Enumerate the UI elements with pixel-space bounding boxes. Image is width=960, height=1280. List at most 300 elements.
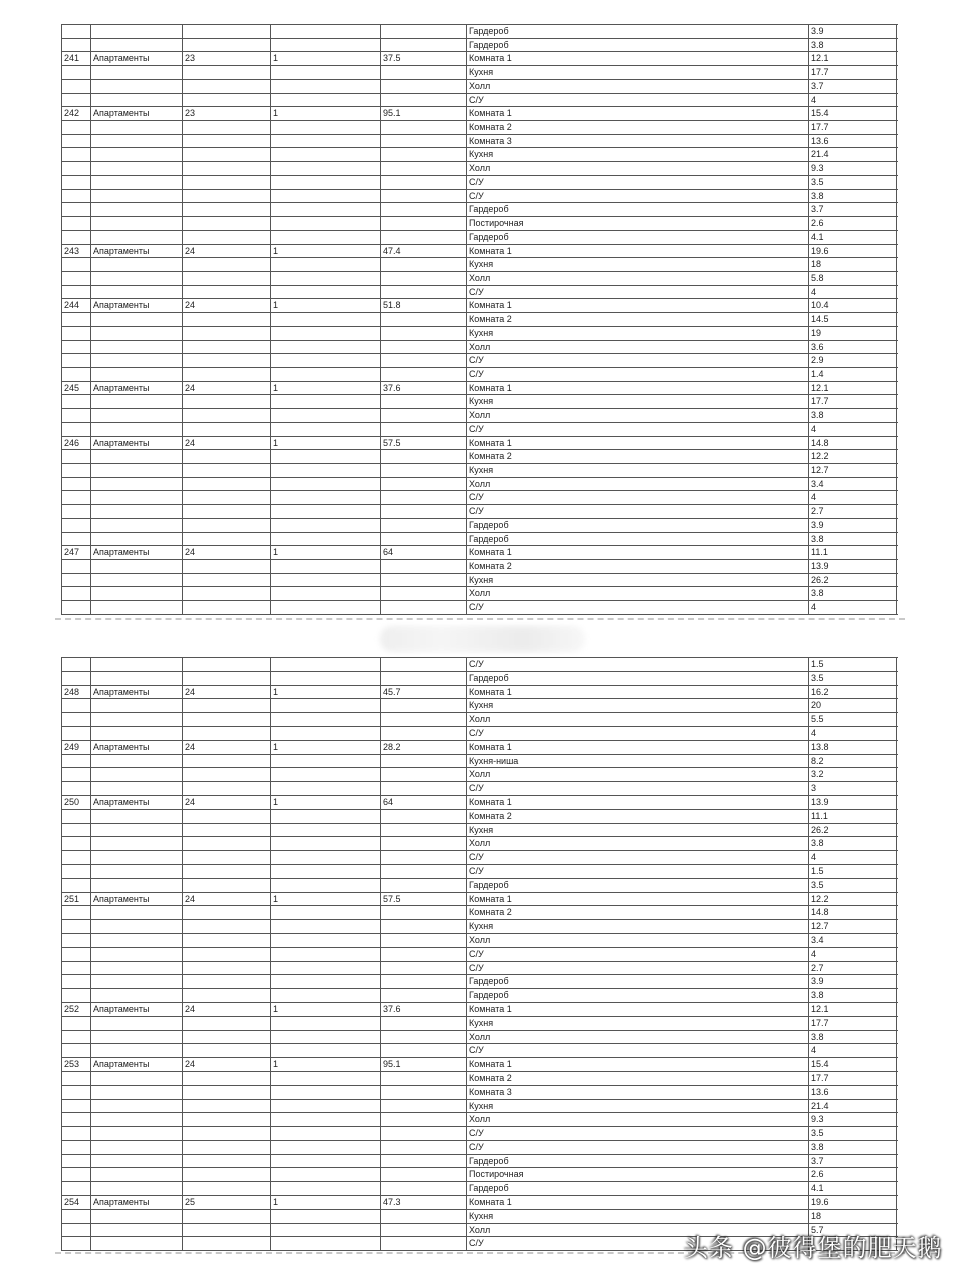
- room-name-cell: С/У: [466, 190, 808, 203]
- unit-type-cell: [90, 906, 182, 919]
- unit-number-cell: [61, 80, 90, 93]
- unit-number-cell: [61, 190, 90, 203]
- floor-cell: [182, 1182, 270, 1195]
- room-area-cell: 8.2: [808, 755, 897, 768]
- floor-cell: [182, 658, 270, 671]
- rooms-count-cell: [270, 148, 380, 161]
- table-row: [61, 368, 898, 382]
- floor-cell: 24: [182, 437, 270, 450]
- unit-number-cell: 251: [61, 893, 90, 906]
- unit-number-cell: [61, 782, 90, 795]
- floor-cell: [182, 1086, 270, 1099]
- room-area-cell: 13.6: [808, 135, 897, 148]
- room-name-cell: Комната 1: [466, 299, 808, 312]
- table-row: [61, 768, 898, 782]
- floor-cell: [182, 25, 270, 38]
- rooms-count-cell: [270, 1086, 380, 1099]
- room-area-cell: 12.7: [808, 464, 897, 477]
- room-name-cell: Кухня: [466, 699, 808, 712]
- room-area-cell: 13.9: [808, 560, 897, 573]
- total-area-cell: [380, 672, 466, 685]
- room-area-cell: 3.4: [808, 478, 897, 491]
- room-name-cell: Холл: [466, 272, 808, 285]
- floor-cell: 23: [182, 107, 270, 120]
- rooms-count-cell: [270, 574, 380, 587]
- floor-cell: [182, 810, 270, 823]
- table-row: [61, 94, 898, 108]
- room-name-cell: Постирочная: [466, 217, 808, 230]
- unit-type-cell: Апартаменты: [90, 1003, 182, 1016]
- unit-number-cell: [61, 1100, 90, 1113]
- floor-cell: [182, 782, 270, 795]
- unit-type-cell: [90, 989, 182, 1002]
- rooms-count-cell: [270, 1031, 380, 1044]
- floor-cell: [182, 217, 270, 230]
- unit-number-cell: [61, 865, 90, 878]
- total-area-cell: [380, 423, 466, 436]
- unit-number-cell: [61, 699, 90, 712]
- rooms-count-cell: [270, 1155, 380, 1168]
- room-area-cell: 4: [808, 851, 897, 864]
- room-name-cell: Гардероб: [466, 519, 808, 532]
- table-row: [61, 672, 898, 686]
- total-area-cell: [380, 727, 466, 740]
- unit-type-cell: [90, 66, 182, 79]
- rooms-count-cell: [270, 203, 380, 216]
- rooms-count-cell: [270, 505, 380, 518]
- unit-type-cell: [90, 934, 182, 947]
- room-name-cell: Холл: [466, 341, 808, 354]
- floor-cell: [182, 699, 270, 712]
- unit-number-cell: [61, 327, 90, 340]
- table-row: [61, 245, 898, 259]
- unit-type-cell: [90, 39, 182, 52]
- table-row: [61, 478, 898, 492]
- floor-cell: [182, 1224, 270, 1237]
- rooms-count-cell: [270, 533, 380, 546]
- room-name-cell: Комната 3: [466, 1086, 808, 1099]
- rooms-count-cell: [270, 217, 380, 230]
- table-row: [61, 796, 898, 810]
- rooms-count-cell: [270, 491, 380, 504]
- unit-number-cell: [61, 810, 90, 823]
- table-row: [61, 341, 898, 355]
- room-area-cell: 5.8: [808, 272, 897, 285]
- room-area-cell: 15.4: [808, 1058, 897, 1071]
- rooms-count-cell: [270, 713, 380, 726]
- unit-number-cell: [61, 368, 90, 381]
- unit-number-cell: [61, 1072, 90, 1085]
- table-row: [61, 231, 898, 245]
- table-row: [61, 1168, 898, 1182]
- table-row: [61, 121, 898, 135]
- total-area-cell: 37.6: [380, 382, 466, 395]
- room-name-cell: Комната 1: [466, 245, 808, 258]
- room-name-cell: Комната 2: [466, 450, 808, 463]
- floor-cell: [182, 824, 270, 837]
- room-area-cell: 13.9: [808, 796, 897, 809]
- unit-type-cell: [90, 1017, 182, 1030]
- unit-type-cell: [90, 313, 182, 326]
- rooms-count-cell: [270, 464, 380, 477]
- rooms-count-cell: [270, 1072, 380, 1085]
- total-area-cell: [380, 948, 466, 961]
- total-area-cell: [380, 782, 466, 795]
- floor-cell: 24: [182, 741, 270, 754]
- unit-number-cell: [61, 1210, 90, 1223]
- unit-type-cell: [90, 601, 182, 614]
- total-area-cell: [380, 286, 466, 299]
- unit-type-cell: [90, 1044, 182, 1057]
- floor-cell: [182, 491, 270, 504]
- table-row: [61, 1210, 898, 1224]
- room-area-cell: 12.7: [808, 920, 897, 933]
- unit-number-cell: [61, 1127, 90, 1140]
- table-row: [61, 1113, 898, 1127]
- rooms-count-cell: [270, 824, 380, 837]
- room-name-cell: Гардероб: [466, 879, 808, 892]
- room-area-cell: 3.8: [808, 409, 897, 422]
- room-area-cell: 3.4: [808, 934, 897, 947]
- total-area-cell: [380, 313, 466, 326]
- rooms-count-cell: [270, 395, 380, 408]
- unit-type-cell: [90, 341, 182, 354]
- rooms-count-cell: [270, 879, 380, 892]
- unit-type-cell: Апартаменты: [90, 107, 182, 120]
- room-name-cell: Кухня: [466, 464, 808, 477]
- unit-number-cell: [61, 231, 90, 244]
- table-row: [61, 1086, 898, 1100]
- room-name-cell: Комната 1: [466, 893, 808, 906]
- rooms-count-cell: [270, 327, 380, 340]
- room-area-cell: 26.2: [808, 824, 897, 837]
- rooms-count-cell: [270, 272, 380, 285]
- rooms-count-cell: [270, 587, 380, 600]
- table-row: [61, 533, 898, 547]
- room-name-cell: Комната 1: [466, 437, 808, 450]
- table-row: [61, 1058, 898, 1072]
- rooms-count-cell: 1: [270, 1058, 380, 1071]
- table-row: [61, 560, 898, 574]
- room-area-cell: 18: [808, 1210, 897, 1223]
- room-area-cell: 2.6: [808, 217, 897, 230]
- rooms-count-cell: [270, 934, 380, 947]
- room-name-cell: Гардероб: [466, 203, 808, 216]
- total-area-cell: [380, 879, 466, 892]
- room-area-cell: 11.1: [808, 546, 897, 559]
- unit-type-cell: [90, 1141, 182, 1154]
- total-area-cell: [380, 505, 466, 518]
- table-row: [61, 148, 898, 162]
- room-name-cell: Комната 1: [466, 546, 808, 559]
- total-area-cell: [380, 824, 466, 837]
- unit-number-cell: [61, 658, 90, 671]
- room-name-cell: Гардероб: [466, 25, 808, 38]
- floor-cell: [182, 135, 270, 148]
- floor-cell: [182, 906, 270, 919]
- table-page-1: [61, 24, 898, 615]
- rooms-count-cell: [270, 837, 380, 850]
- table-row: [61, 686, 898, 700]
- unit-type-cell: [90, 1182, 182, 1195]
- table-row: [61, 1100, 898, 1114]
- unit-type-cell: [90, 217, 182, 230]
- room-area-cell: 3.7: [808, 80, 897, 93]
- unit-number-cell: [61, 39, 90, 52]
- unit-number-cell: [61, 975, 90, 988]
- unit-number-cell: [61, 824, 90, 837]
- table-row: [61, 258, 898, 272]
- room-name-cell: С/У: [466, 851, 808, 864]
- table-row: [61, 810, 898, 824]
- floor-cell: [182, 920, 270, 933]
- total-area-cell: [380, 176, 466, 189]
- rooms-count-cell: [270, 231, 380, 244]
- rooms-count-cell: [270, 1224, 380, 1237]
- unit-type-cell: [90, 258, 182, 271]
- table-row: [61, 741, 898, 755]
- floor-cell: [182, 934, 270, 947]
- room-area-cell: 3.5: [808, 672, 897, 685]
- unit-number-cell: [61, 1044, 90, 1057]
- total-area-cell: [380, 409, 466, 422]
- total-area-cell: [380, 135, 466, 148]
- rooms-count-cell: [270, 1168, 380, 1181]
- total-area-cell: [380, 203, 466, 216]
- unit-type-cell: [90, 231, 182, 244]
- total-area-cell: 95.1: [380, 1058, 466, 1071]
- rooms-count-cell: [270, 409, 380, 422]
- unit-type-cell: [90, 1168, 182, 1181]
- room-name-cell: Комната 2: [466, 313, 808, 326]
- room-area-cell: 3.8: [808, 837, 897, 850]
- room-name-cell: Холл: [466, 409, 808, 422]
- floor-cell: [182, 574, 270, 587]
- rooms-count-cell: [270, 450, 380, 463]
- room-area-cell: 20: [808, 699, 897, 712]
- table-row: [61, 989, 898, 1003]
- room-name-cell: Кухня: [466, 1017, 808, 1030]
- unit-number-cell: [61, 148, 90, 161]
- rooms-count-cell: [270, 190, 380, 203]
- rooms-count-cell: [270, 658, 380, 671]
- total-area-cell: [380, 327, 466, 340]
- total-area-cell: [380, 658, 466, 671]
- floor-cell: 24: [182, 299, 270, 312]
- room-name-cell: С/У: [466, 491, 808, 504]
- unit-type-cell: [90, 587, 182, 600]
- total-area-cell: [380, 560, 466, 573]
- rooms-count-cell: [270, 368, 380, 381]
- floor-cell: [182, 450, 270, 463]
- total-area-cell: [380, 258, 466, 271]
- room-area-cell: 3.9: [808, 975, 897, 988]
- unit-number-cell: [61, 1031, 90, 1044]
- rooms-count-cell: [270, 948, 380, 961]
- floor-cell: [182, 865, 270, 878]
- floor-cell: [182, 505, 270, 518]
- unit-type-cell: [90, 80, 182, 93]
- room-name-cell: Комната 1: [466, 52, 808, 65]
- floor-cell: 24: [182, 245, 270, 258]
- room-name-cell: Кухня: [466, 258, 808, 271]
- total-area-cell: [380, 464, 466, 477]
- room-area-cell: 3.5: [808, 879, 897, 892]
- room-name-cell: Холл: [466, 934, 808, 947]
- unit-type-cell: [90, 505, 182, 518]
- rooms-count-cell: [270, 162, 380, 175]
- unit-number-cell: [61, 464, 90, 477]
- unit-type-cell: [90, 121, 182, 134]
- unit-type-cell: [90, 395, 182, 408]
- unit-number-cell: 243: [61, 245, 90, 258]
- floor-cell: 24: [182, 382, 270, 395]
- floor-cell: [182, 560, 270, 573]
- rooms-count-cell: [270, 1182, 380, 1195]
- floor-cell: 24: [182, 796, 270, 809]
- unit-type-cell: Апартаменты: [90, 52, 182, 65]
- unit-number-cell: [61, 66, 90, 79]
- rooms-count-cell: 1: [270, 546, 380, 559]
- total-area-cell: [380, 121, 466, 134]
- floor-cell: [182, 313, 270, 326]
- floor-cell: [182, 1141, 270, 1154]
- table-row: [61, 450, 898, 464]
- room-name-cell: Гардероб: [466, 1155, 808, 1168]
- rooms-count-cell: [270, 989, 380, 1002]
- room-name-cell: Комната 2: [466, 121, 808, 134]
- table-row: [61, 1196, 898, 1210]
- floor-cell: [182, 1127, 270, 1140]
- room-area-cell: 4: [808, 491, 897, 504]
- unit-type-cell: [90, 148, 182, 161]
- rooms-count-cell: [270, 782, 380, 795]
- rooms-count-cell: [270, 1113, 380, 1126]
- unit-number-cell: [61, 409, 90, 422]
- table-row: [61, 464, 898, 478]
- total-area-cell: 64: [380, 546, 466, 559]
- room-area-cell: 1.5: [808, 865, 897, 878]
- rooms-count-cell: [270, 920, 380, 933]
- room-name-cell: С/У: [466, 865, 808, 878]
- room-name-cell: Комната 1: [466, 1058, 808, 1071]
- unit-type-cell: [90, 272, 182, 285]
- floor-cell: [182, 80, 270, 93]
- floor-cell: [182, 587, 270, 600]
- room-name-cell: Холл: [466, 1224, 808, 1237]
- table-row: [61, 893, 898, 907]
- total-area-cell: [380, 920, 466, 933]
- rooms-count-cell: 1: [270, 245, 380, 258]
- room-name-cell: Постирочная: [466, 1168, 808, 1181]
- total-area-cell: [380, 587, 466, 600]
- floor-cell: [182, 395, 270, 408]
- floor-cell: [182, 258, 270, 271]
- floor-cell: [182, 203, 270, 216]
- total-area-cell: [380, 1210, 466, 1223]
- room-area-cell: 14.5: [808, 313, 897, 326]
- rooms-count-cell: [270, 672, 380, 685]
- rooms-count-cell: 1: [270, 382, 380, 395]
- unit-number-cell: [61, 1168, 90, 1181]
- floor-cell: 24: [182, 893, 270, 906]
- unit-type-cell: [90, 713, 182, 726]
- total-area-cell: [380, 989, 466, 1002]
- total-area-cell: 37.6: [380, 1003, 466, 1016]
- unit-number-cell: [61, 354, 90, 367]
- room-area-cell: 17.7: [808, 121, 897, 134]
- table-row: [61, 1182, 898, 1196]
- room-area-cell: 17.7: [808, 395, 897, 408]
- total-area-cell: [380, 533, 466, 546]
- floor-cell: [182, 286, 270, 299]
- table-row: [61, 80, 898, 94]
- unit-type-cell: [90, 94, 182, 107]
- total-area-cell: [380, 25, 466, 38]
- unit-number-cell: [61, 1237, 90, 1250]
- total-area-cell: 51.8: [380, 299, 466, 312]
- floor-cell: [182, 1237, 270, 1250]
- unit-number-cell: 244: [61, 299, 90, 312]
- unit-number-cell: [61, 920, 90, 933]
- floor-cell: [182, 601, 270, 614]
- room-area-cell: 11.1: [808, 810, 897, 823]
- total-area-cell: [380, 851, 466, 864]
- room-area-cell: 5.5: [808, 713, 897, 726]
- unit-type-cell: [90, 162, 182, 175]
- total-area-cell: [380, 231, 466, 244]
- rooms-count-cell: [270, 1237, 380, 1250]
- unit-number-cell: 252: [61, 1003, 90, 1016]
- floor-cell: [182, 121, 270, 134]
- table-row: [61, 39, 898, 53]
- table-row: [61, 107, 898, 121]
- room-name-cell: Кухня: [466, 1100, 808, 1113]
- total-area-cell: [380, 1237, 466, 1250]
- floor-cell: [182, 148, 270, 161]
- unit-number-cell: [61, 851, 90, 864]
- total-area-cell: 95.1: [380, 107, 466, 120]
- room-area-cell: 4.1: [808, 231, 897, 244]
- unit-type-cell: Апартаменты: [90, 299, 182, 312]
- table-row: [61, 135, 898, 149]
- table-row: [61, 299, 898, 313]
- room-name-cell: Комната 1: [466, 796, 808, 809]
- table-row: [61, 190, 898, 204]
- total-area-cell: [380, 1072, 466, 1085]
- unit-type-cell: Апартаменты: [90, 245, 182, 258]
- total-area-cell: [380, 190, 466, 203]
- floor-cell: [182, 533, 270, 546]
- table-row: [61, 327, 898, 341]
- unit-number-cell: [61, 879, 90, 892]
- total-area-cell: 47.3: [380, 1196, 466, 1209]
- room-name-cell: Комната 1: [466, 107, 808, 120]
- room-area-cell: 2.6: [808, 1168, 897, 1181]
- floor-cell: [182, 66, 270, 79]
- unit-type-cell: [90, 1072, 182, 1085]
- unit-number-cell: [61, 1182, 90, 1195]
- table-row: [61, 962, 898, 976]
- floor-cell: [182, 464, 270, 477]
- rooms-count-cell: 1: [270, 796, 380, 809]
- rooms-count-cell: [270, 39, 380, 52]
- floor-cell: 25: [182, 1196, 270, 1209]
- room-area-cell: 3.7: [808, 203, 897, 216]
- table-row: [61, 409, 898, 423]
- unit-type-cell: [90, 975, 182, 988]
- unit-number-cell: 245: [61, 382, 90, 395]
